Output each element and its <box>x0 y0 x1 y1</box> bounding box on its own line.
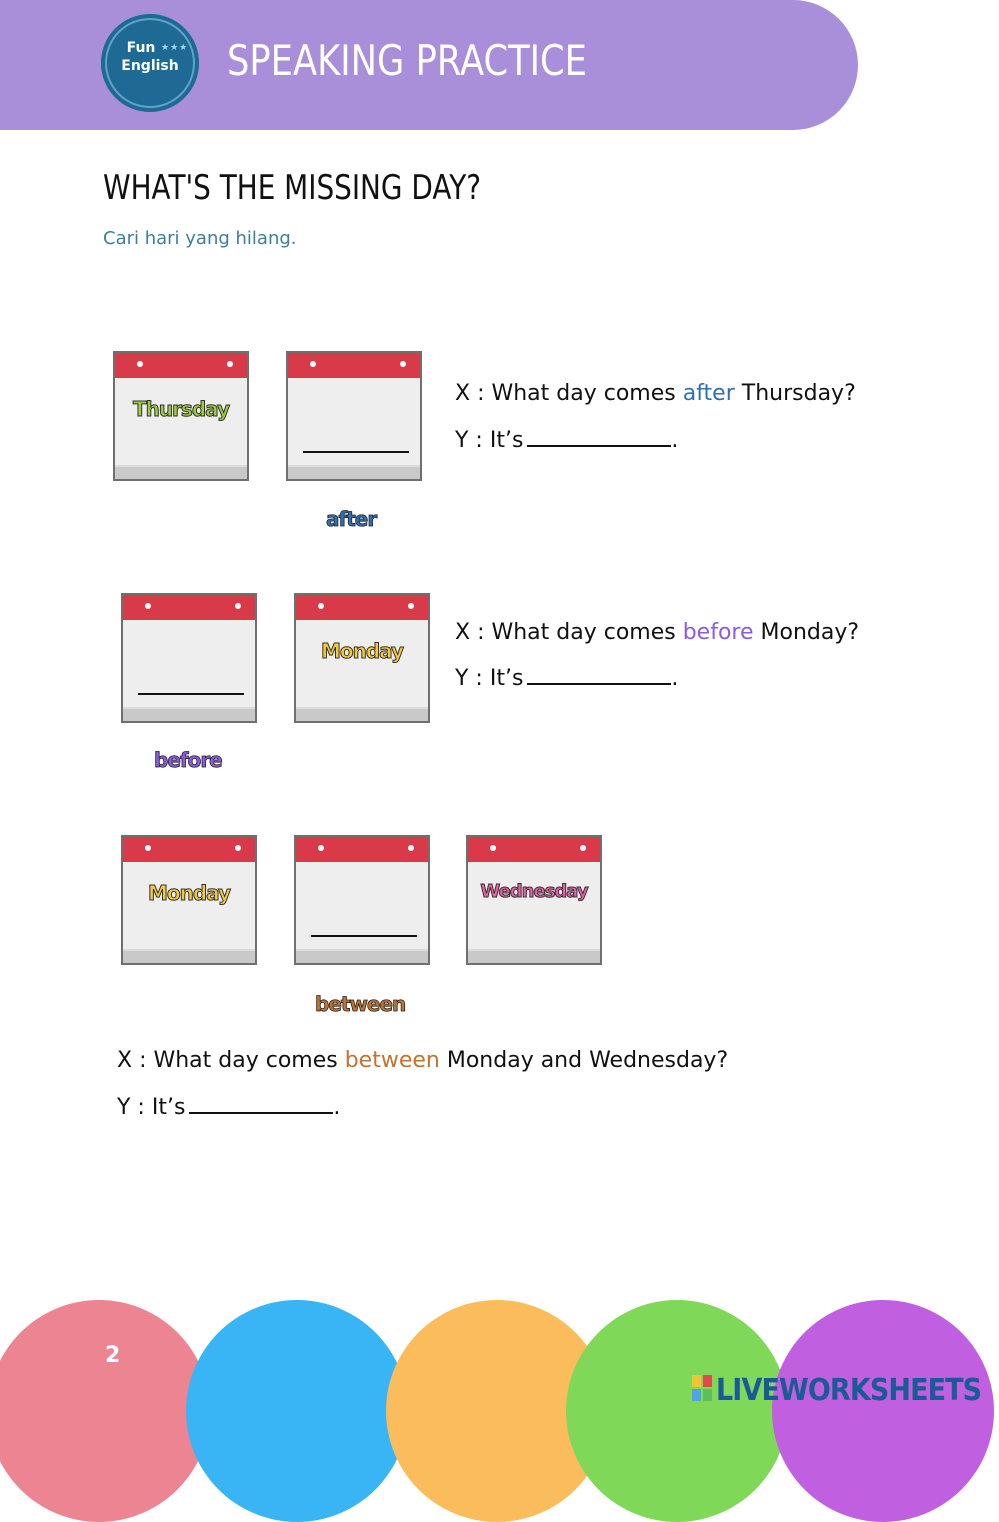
calendar-header <box>296 837 428 862</box>
footer-circle-purple <box>772 1300 994 1522</box>
fun-english-logo <box>101 14 199 112</box>
calendar-card <box>294 593 430 723</box>
answer-blank[interactable] <box>527 665 671 685</box>
position-word: after <box>326 507 377 531</box>
answer-line[interactable] <box>303 451 409 453</box>
logo-line-1: Fun <box>126 40 156 56</box>
answer-line-row <box>455 427 678 454</box>
question-prefix: X : What day comes <box>117 1048 338 1073</box>
logo-line-2: English <box>121 58 179 74</box>
position-word: before <box>154 748 222 772</box>
question-suffix: Monday? <box>760 620 860 645</box>
calendar-header <box>123 837 255 862</box>
calendar-card-blank <box>121 593 257 723</box>
calendar-header <box>115 353 247 378</box>
question-suffix: Monday and Wednesday? <box>446 1048 729 1073</box>
exercise-heading: WHAT'S THE MISSING DAY? <box>103 168 482 208</box>
calendar-card <box>113 351 249 481</box>
calendar-day: Monday <box>320 639 404 663</box>
question-keyword: between <box>344 1048 440 1073</box>
liveworksheets-icon <box>692 1375 712 1401</box>
answer-line-row <box>455 665 678 692</box>
answer-blank[interactable] <box>189 1094 333 1114</box>
footer-circle-green <box>566 1300 788 1522</box>
stars-icon: ★★★ <box>161 43 189 53</box>
calendar-header <box>123 595 255 620</box>
question-line <box>455 381 856 407</box>
exercise-instruction: Cari hari yang hilang. <box>103 228 297 249</box>
footer-circle-pink <box>0 1300 210 1522</box>
question-line <box>117 1048 728 1074</box>
calendar-header <box>468 837 600 862</box>
calendar-card <box>466 835 602 965</box>
question-line <box>455 620 859 646</box>
answer-line-row <box>117 1094 340 1121</box>
answer-prefix: Y : It’s <box>455 428 524 453</box>
page-number: 2 <box>105 1343 121 1368</box>
calendar-card-blank <box>294 835 430 965</box>
calendar-day: Monday <box>147 881 231 905</box>
answer-suffix: . <box>671 428 679 453</box>
position-word: between <box>315 992 406 1016</box>
answer-prefix: Y : It’s <box>455 666 524 691</box>
answer-suffix: . <box>333 1095 341 1120</box>
question-suffix: Thursday? <box>741 381 856 406</box>
page-title: SPEAKING PRACTICE <box>227 36 587 85</box>
question-prefix: X : What day comes <box>455 620 676 645</box>
calendar-header <box>288 353 420 378</box>
answer-blank[interactable] <box>527 427 671 447</box>
calendar-day: Thursday <box>132 397 230 421</box>
question-keyword: before <box>682 620 754 645</box>
brand-name: LIVEWORKSHEETS <box>716 1373 982 1408</box>
answer-line[interactable] <box>138 693 244 695</box>
calendar-header <box>296 595 428 620</box>
calendar-day: Wednesday <box>480 881 588 902</box>
answer-suffix: . <box>671 666 679 691</box>
answer-prefix: Y : It’s <box>117 1095 186 1120</box>
calendar-card <box>121 835 257 965</box>
question-keyword: after <box>682 381 735 406</box>
question-prefix: X : What day comes <box>455 381 676 406</box>
answer-line[interactable] <box>311 935 417 937</box>
footer-circle-blue <box>186 1300 408 1522</box>
calendar-card-blank <box>286 351 422 481</box>
